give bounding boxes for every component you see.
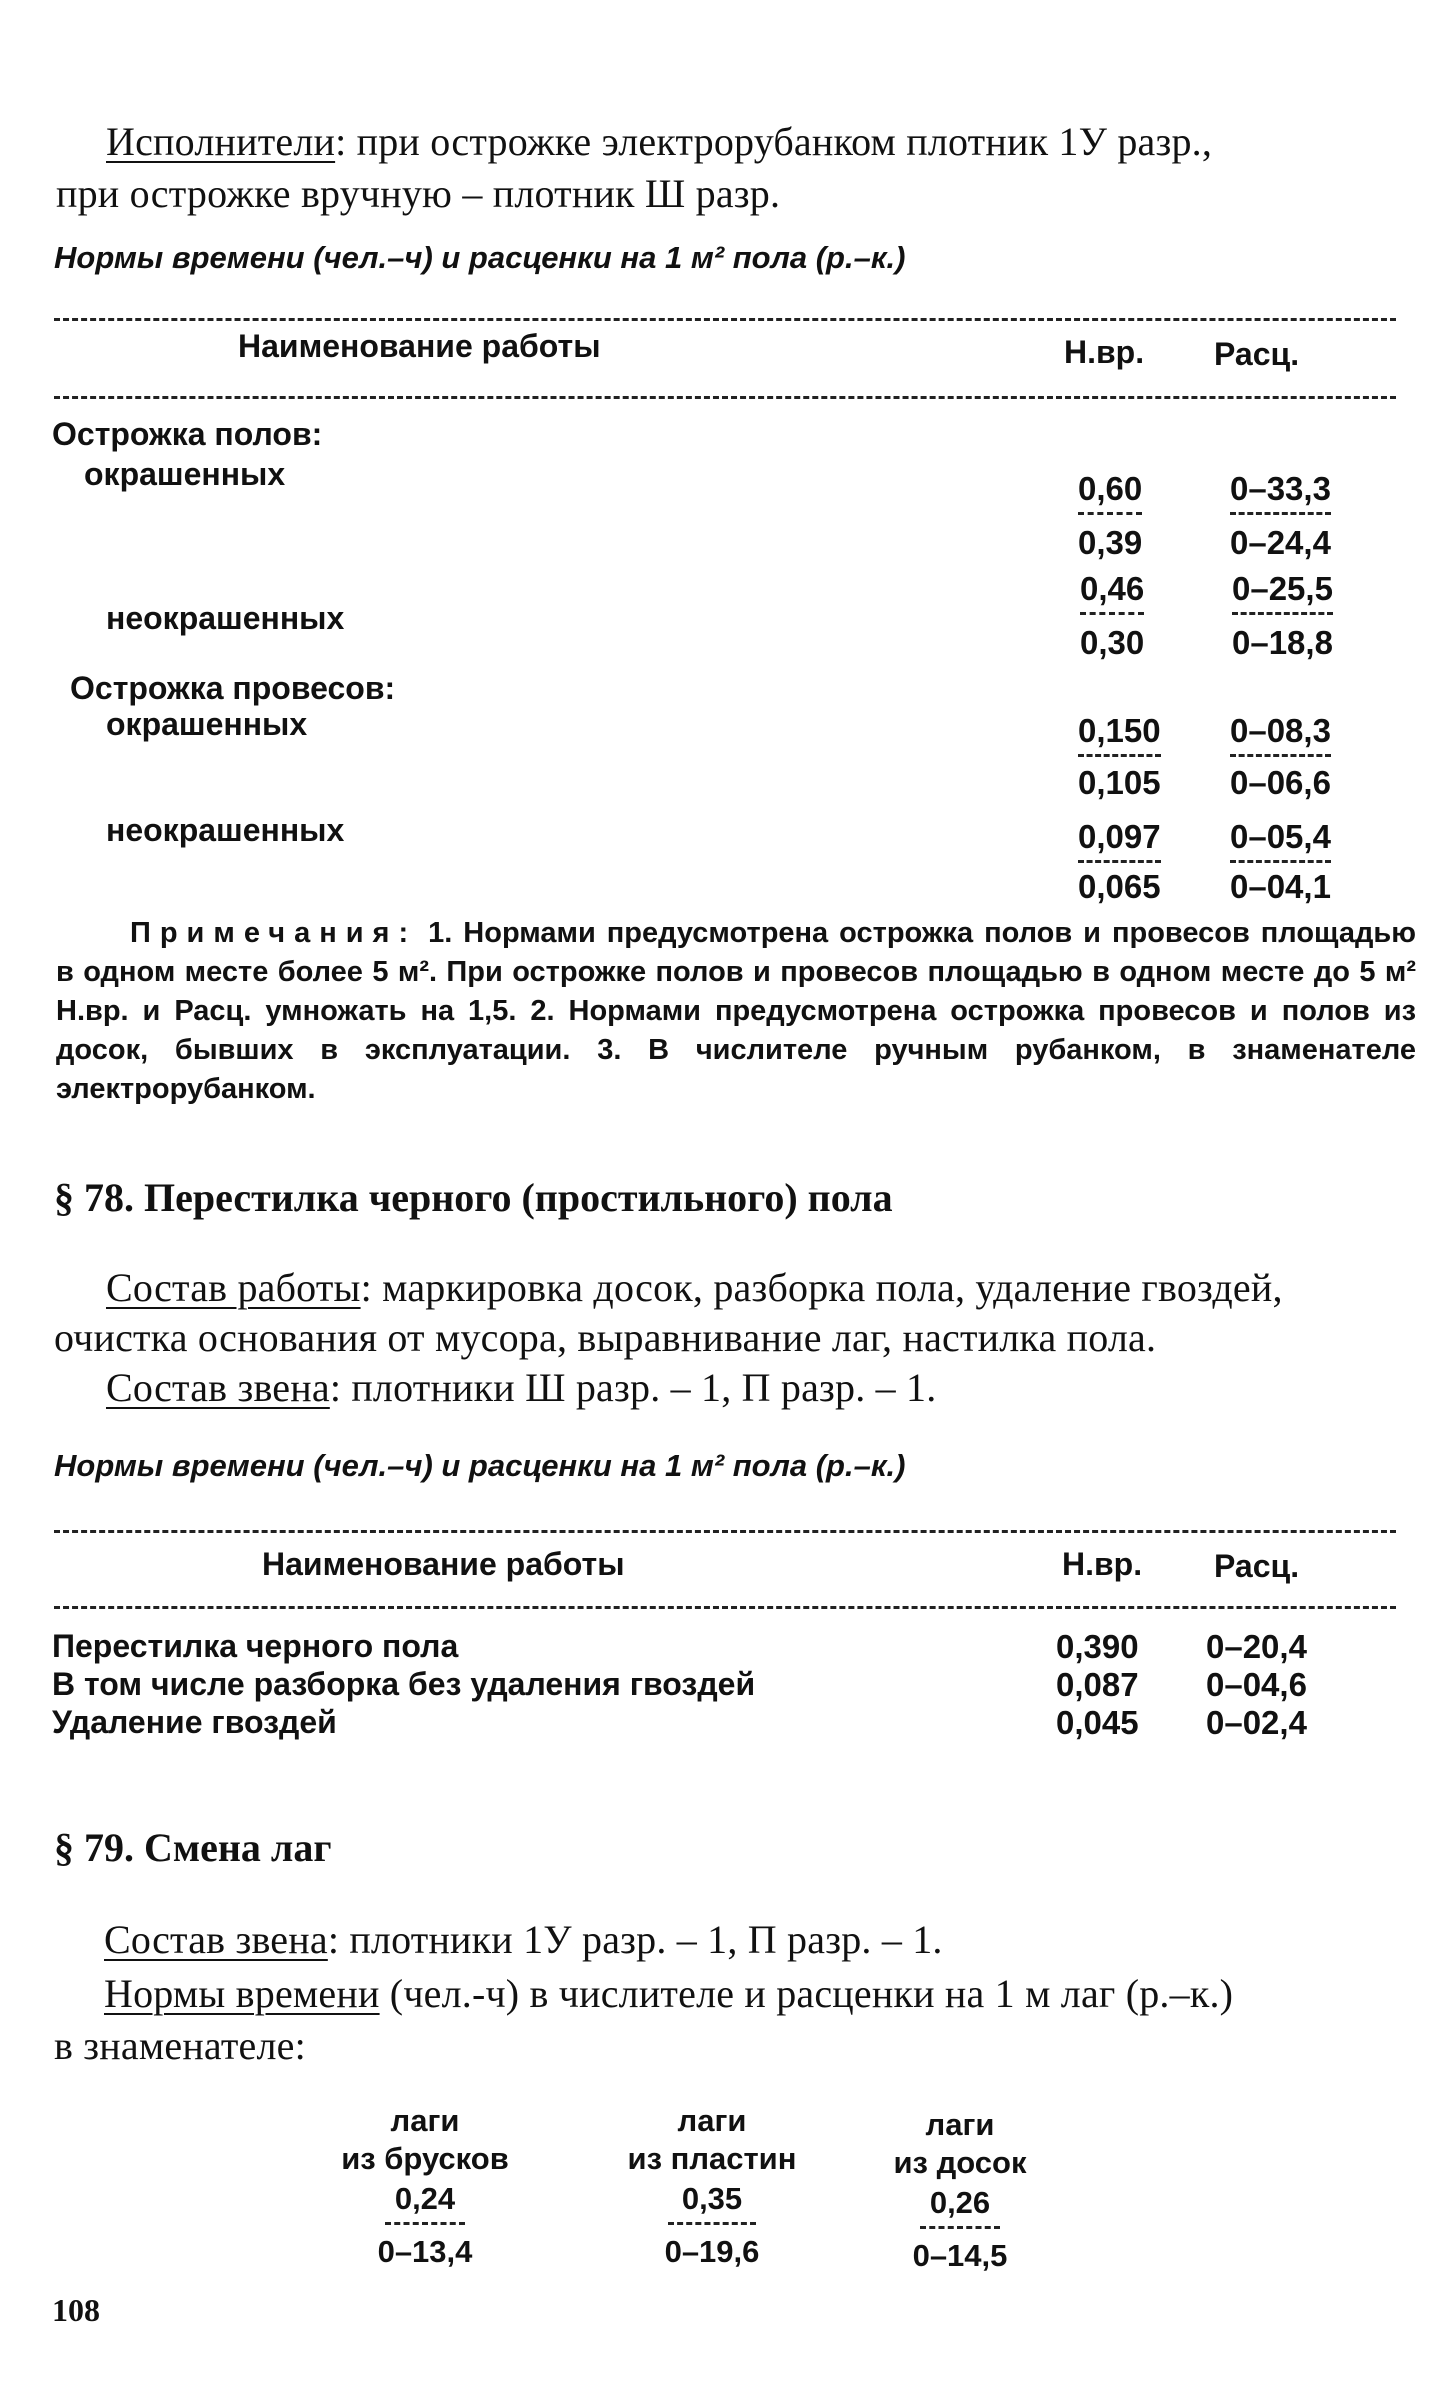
executors-label: Исполнители bbox=[106, 119, 336, 164]
table1-norm-top: 0,097 bbox=[1078, 818, 1161, 863]
crew-label: Состав звена bbox=[106, 1365, 330, 1410]
crew-text: : плотники 1У разр. – 1, П разр. – 1. bbox=[327, 1917, 943, 1962]
table2-row-norm: 0,045 bbox=[1056, 1704, 1139, 1741]
section78-work-line-1 bbox=[106, 1262, 1283, 1314]
lag-column bbox=[330, 2102, 520, 2271]
work-text-1: : маркировка досок, разборка пола, удаление гвоздей, bbox=[360, 1265, 1283, 1310]
table1-rate-top: 0–33,3 bbox=[1230, 470, 1331, 515]
table2-row-name: Перестилка черного пола bbox=[52, 1628, 459, 1664]
norms-text-1: (чел.-ч) в числителе и расценки на 1 м лаг (р.–к.) bbox=[379, 1971, 1234, 2016]
table1-rate-top: 0–08,3 bbox=[1230, 712, 1331, 757]
table1-note bbox=[56, 914, 1416, 1109]
lag-column bbox=[876, 2106, 1044, 2275]
page-number: 108 bbox=[52, 2292, 100, 2328]
table1-row-name: неокрашенных bbox=[106, 600, 345, 636]
lag-label-2: из брусков bbox=[341, 2141, 509, 2176]
lag-column bbox=[612, 2102, 812, 2271]
table1-norm-bottom: 0,105 bbox=[1078, 764, 1161, 801]
table1-norm-top: 0,46 bbox=[1080, 570, 1144, 615]
lag-label-1: лаги bbox=[677, 2103, 747, 2138]
table1-group-title: Острожка провесов: bbox=[70, 670, 396, 706]
table1-rate-top: 0–05,4 bbox=[1230, 818, 1331, 863]
table2-top-rule bbox=[54, 1530, 1396, 1533]
table1-group-title: Острожка полов: bbox=[52, 416, 323, 452]
table1-header-norm: Н.вр. bbox=[1064, 334, 1145, 370]
norms-label: Нормы времени bbox=[104, 1971, 380, 2016]
section79-title: § 79. Смена лаг bbox=[54, 1825, 332, 1870]
lag-rate: 0–13,4 bbox=[377, 2234, 473, 2269]
table1-caption: Нормы времени (чел.–ч) и расценки на 1 м² пола (р.–к.) bbox=[54, 240, 906, 275]
table1-header-name: Наименование работы bbox=[238, 328, 601, 364]
crew-text: : плотники Ш разр. – 1, П разр. – 1. bbox=[329, 1365, 937, 1410]
crew-label: Состав звена bbox=[104, 1917, 328, 1962]
executors-line-2: при острожке вручную – плотник Ш разр. bbox=[56, 171, 781, 216]
section79-norms-line-2: в знаменателе: bbox=[54, 2023, 306, 2068]
table1-rate-bottom: 0–04,1 bbox=[1230, 868, 1331, 905]
table1-rate-top: 0–25,5 bbox=[1232, 570, 1333, 615]
table2-header-rate: Расц. bbox=[1214, 1548, 1300, 1584]
table1-row-name: окрашенных bbox=[84, 456, 286, 492]
table2-row-rate: 0–02,4 bbox=[1206, 1704, 1307, 1741]
lag-norm: 0,26 bbox=[920, 2184, 1000, 2229]
table2-row-norm: 0,087 bbox=[1056, 1666, 1139, 1703]
table1-norm-top: 0,150 bbox=[1078, 712, 1161, 757]
table2-header-rule bbox=[54, 1606, 1396, 1609]
lag-label-2: из досок bbox=[893, 2145, 1027, 2180]
table2-row-norm: 0,390 bbox=[1056, 1628, 1139, 1665]
table1-row-name: неокрашенных bbox=[106, 812, 345, 848]
table2-caption: Нормы времени (чел.–ч) и расценки на 1 м² пола (р.–к.) bbox=[54, 1448, 906, 1483]
table1-norm-top: 0,60 bbox=[1078, 470, 1142, 515]
table2-row-rate: 0–04,6 bbox=[1206, 1666, 1307, 1703]
lag-rate: 0–19,6 bbox=[664, 2234, 760, 2269]
lag-norm: 0,24 bbox=[385, 2180, 465, 2225]
lag-rate: 0–14,5 bbox=[912, 2238, 1008, 2273]
table1-norm-bottom: 0,30 bbox=[1080, 624, 1145, 661]
executors-line-1 bbox=[106, 116, 1212, 168]
note-label: Примечания: bbox=[130, 917, 418, 949]
table2-row-name: Удаление гвоздей bbox=[52, 1704, 337, 1740]
section79-crew-line bbox=[104, 1914, 943, 1966]
table2-row-name: В том числе разборка без удаления гвоздей bbox=[52, 1666, 756, 1702]
lag-label-1: лаги bbox=[925, 2107, 995, 2142]
table1-row-name: окрашенных bbox=[106, 706, 308, 742]
table1-header-rate: Расц. bbox=[1214, 336, 1300, 372]
table1-top-rule bbox=[54, 318, 1396, 321]
section78-title: § 78. Перестилка черного (простильного) пола bbox=[54, 1175, 893, 1220]
table2-header-name: Наименование работы bbox=[262, 1546, 625, 1582]
table2-row-rate: 0–20,4 bbox=[1206, 1628, 1307, 1665]
lag-label-2: из пластин bbox=[627, 2141, 797, 2176]
section79-norms-line-1 bbox=[104, 1968, 1233, 2020]
table1-rate-bottom: 0–24,4 bbox=[1230, 524, 1331, 561]
section78-work-line-2: очистка основания от мусора, выравнивание лаг, настилка пола. bbox=[54, 1315, 1157, 1360]
lag-norm: 0,35 bbox=[668, 2180, 756, 2225]
section78-crew-line bbox=[106, 1362, 936, 1414]
table1-norm-bottom: 0,065 bbox=[1078, 868, 1161, 905]
table1-rate-bottom: 0–06,6 bbox=[1230, 764, 1331, 801]
table2-header-norm: Н.вр. bbox=[1062, 1546, 1143, 1582]
table1-rate-bottom: 0–18,8 bbox=[1232, 624, 1333, 661]
table1-header-rule bbox=[54, 396, 1396, 399]
table1-norm-bottom: 0,39 bbox=[1078, 524, 1143, 561]
work-label: Состав работы bbox=[106, 1265, 361, 1310]
executors-text: : при острожке электрорубанком плотник 1У разр., bbox=[335, 119, 1213, 164]
note-text: 1. Нормами предусмотрена острожка полов и провесов площадью в одном месте более 5 м². При острожке полов и провесов площадью в одном месте до 5 м² Н.вр. и Расц. умножать на 1,5. 2. Нормами предусмотрена острожка провесов и полов из досок, бывших в эксплуатации. 3. В числителе ручным рубанком, в знаменателе электрорубанком. bbox=[56, 917, 1416, 1105]
lag-label-1: лаги bbox=[390, 2103, 460, 2138]
